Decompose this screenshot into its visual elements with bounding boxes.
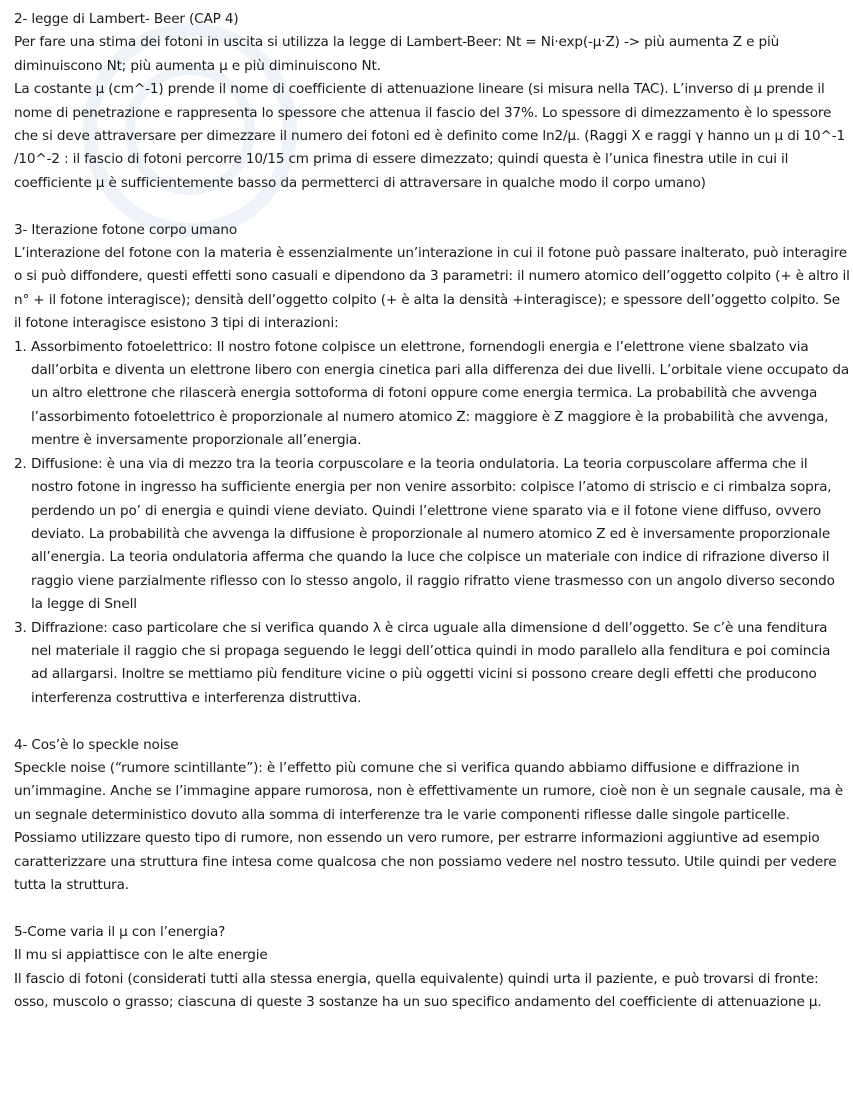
paragraph: La costante μ (cm^-1) prende il nome di coefficiente di attenuazione lineare (si misura nella TAC). L’inverso di μ prende il nome di penetrazione e rappresenta lo spessore che attenua il fascio del 37%. Lo spessore di dimezzamento è lo spessore che si deve attraversare per dimezzare il numero dei fotoni ed è definito come ln2/μ. (Raggi X e raggi γ hanno un μ di 10^-1 /10^-2 : il fascio di fotoni percorre 10/15 cm prima di essere dimezzato; quindi questa è l’unica finestra utile in cui il coefficiente μ è sufficientemente basso da permetterci di attraversare in qualche modo il corpo umano) — [14, 81, 845, 191]
section-title: 2- legge di Lambert- Beer (CAP 4) — [14, 11, 239, 27]
list-item — [14, 336, 850, 453]
list-item-text: Assorbimento fotoelettrico: Il nostro fotone colpisce un elettrone, fornendogli energia e l’elettrone viene sbalzato via dall’orbita e diventa un elettrone libero con energia cinetica pari alla differenza dei due livelli. L’orbitale viene occupato da un altro elettrone che rilascerà energia sottoforma di fotoni oppure come energia termica. La probabilità che avvenga l’assorbimento fotoelettrico è proporzionale al numero atomico Z: maggiore è Z maggiore è la probabilità che avvenga, mentre è inversamente proporzionale all’energia. — [31, 338, 850, 449]
section-mu-energia — [14, 921, 850, 1015]
list-number: 2. — [14, 455, 27, 472]
document-page — [14, 8, 850, 1014]
section-spacer — [14, 897, 850, 920]
list-number: 1. — [14, 338, 27, 355]
paragraph: Il fascio di fotoni (considerati tutti alla stessa energia, quella equivalente) quindi urta il paziente, e può trovarsi di fronte: osso, muscolo o grasso; ciascuna di queste 3 sostanze ha un suo specifico andamento del coefficiente di attenuazione μ. — [14, 970, 822, 1011]
list-number: 3. — [14, 619, 27, 636]
section-spacer — [14, 195, 850, 218]
list-item — [14, 617, 850, 711]
section-title: 5-Come varia il μ con l’energia? — [14, 923, 226, 940]
paragraph: L’interazione del fotone con la materia è essenzialmente un’interazione in cui il fotone può passare inalterato, può interagire o si può diffondere, questi effetti sono casuali e dipendono da 3 parametri: il numero atomico dell’oggetto colpito (+ è altro il n° + il fotone interagisce); densità dell’oggetto colpito (+ è alta la densità +interagisce); e spessore dell’oggetto colpito. Se il fotone interagisce esistono 3 tipi di interazioni: — [14, 245, 850, 332]
paragraph: Speckle noise (“rumore scintillante”): è l’effetto più comune che si verifica quando abbiamo diffusione e diffrazione in un’immagine. Anche se l’immagine appare rumorosa, non è effettivamente un rumore, cioè non è un segnale causale, ma è un segnale deterministico dovuto alla somma di interferenze tra le varie componenti riflesse dalle singole particelle. Possiamo utilizzare questo tipo di rumore, non essendo un vero rumore, per estrarre informazioni aggiuntive ad esempio caratterizzare una struttura fine intesa come qualcosa che non possiamo vedere nel nostro tessuto. Utile quindi per vedere tutta la struttura. — [14, 759, 844, 893]
interaction-list — [14, 336, 850, 711]
section-lambert-beer — [14, 8, 850, 195]
section-spacer — [14, 710, 850, 733]
section-title: 4- Cos’è lo speckle noise — [14, 736, 179, 753]
list-item-text: Diffrazione: caso particolare che si verifica quando λ è circa uguale alla dimensione d dell’oggetto. Se c’è una fenditura nel materiale il raggio che si propaga seguendo le leggi dell’ottica quindi in modo parallelo alla fenditura e poi comincia ad allargarsi. Inoltre se mettiamo più fenditure vicine o più oggetti vicini si possono creare degli effetti che producono interferenza costruttiva e interferenza distruttiva. — [31, 619, 831, 706]
section-title: 3- Iterazione fotone corpo umano — [14, 221, 238, 238]
section-interazione-fotone — [14, 219, 850, 711]
paragraph: Il mu si appiattisce con le alte energie — [14, 947, 268, 964]
list-item — [14, 453, 850, 617]
section-speckle-noise — [14, 734, 850, 898]
list-item-text: Diffusione: è una via di mezzo tra la teoria corpuscolare e la teoria ondulatoria. La teoria corpuscolare afferma che il nostro fotone in ingresso ha sufficiente energia per non venire assorbito: colpisce l’atomo di striscio e ci rimbalza sopra, perdendo un po’ di energia e quindi viene deviato. Quindi l’elettrone viene sparato via e il fotone viene diffuso, ovvero deviato. La probabilità che avvenga la diffusione è proporzionale al numero atomico Z ed è inversamente proporzionale all’energia. La teoria ondulatoria afferma che quando la luce che colpisce un materiale con indice di rifrazione diverso il raggio viene parzialmente riflesso con lo stesso angolo, il raggio rifratto viene trasmesso con un angolo diverso secondo la legge di Snell — [31, 455, 835, 613]
paragraph: Per fare una stima dei fotoni in uscita si utilizza la legge di Lambert-Beer: Nt = Ni·exp(-μ·Z) -> più aumenta Z e più diminuiscono Nt; più aumenta μ e più diminuiscono Nt. — [14, 34, 780, 74]
